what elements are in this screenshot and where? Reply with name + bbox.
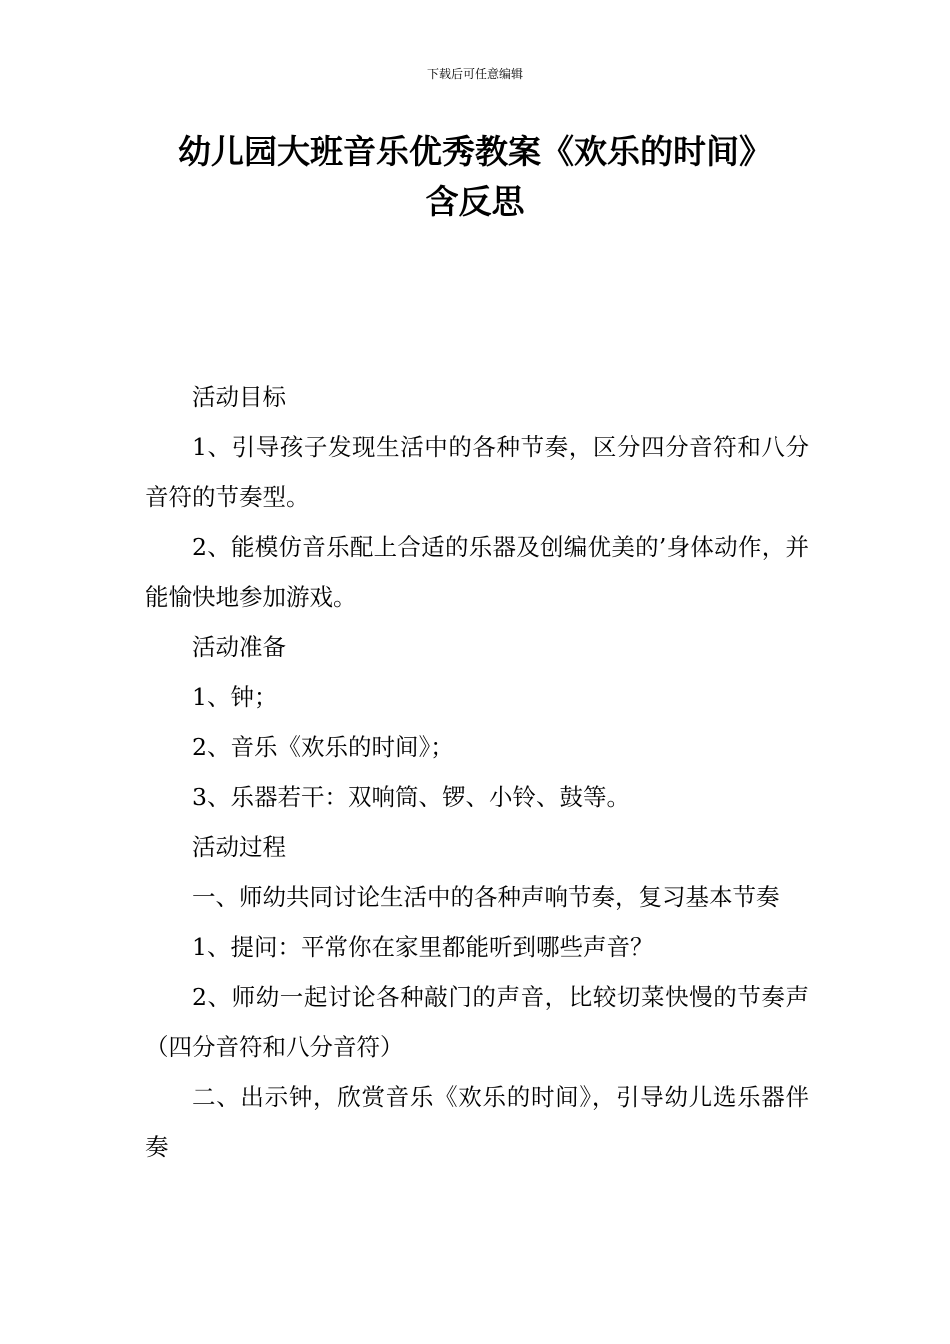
header-note: 下载后可任意编辑: [426, 67, 523, 81]
document-title: [100, 127, 850, 227]
paragraph: 2、能模仿音乐配上合适的乐器及创编优美的’身体动作，并能愉快地参加游戏。: [145, 533, 809, 611]
paragraph: 1、提问：平常你在家里都能听到哪些声音？: [192, 933, 654, 961]
title-line-1: 幼儿园大班音乐优秀教案《欢乐的时间》: [178, 132, 772, 171]
paragraph: 2、师幼一起讨论各种敲门的声音，比较切菜快慢的节奏声（四分音符和八分音符）: [145, 983, 809, 1061]
paragraph: 二、出示钟，欣赏音乐《欢乐的时间》，引导幼儿选乐器伴奏: [145, 1083, 809, 1161]
title-line-2: 含反思: [425, 182, 525, 221]
section-heading-preparation: 活动准备: [192, 633, 286, 661]
section-heading-goals: 活动目标: [192, 383, 286, 411]
paragraph: 1、引导孩子发现生活中的各种节奏，区分四分音符和八分音符的节奏型。: [145, 433, 809, 511]
paragraph: 一、师幼共同讨论生活中的各种声响节奏，复习基本节奏: [192, 883, 780, 911]
paragraph: 1、钟；: [192, 683, 278, 711]
paragraph: 2、音乐《欢乐的时间》；: [192, 733, 454, 761]
paragraph: 3、乐器若干：双响筒、锣、小铃、鼓等。: [192, 783, 630, 811]
document-body: [145, 372, 809, 1172]
section-heading-process: 活动过程: [192, 833, 286, 861]
